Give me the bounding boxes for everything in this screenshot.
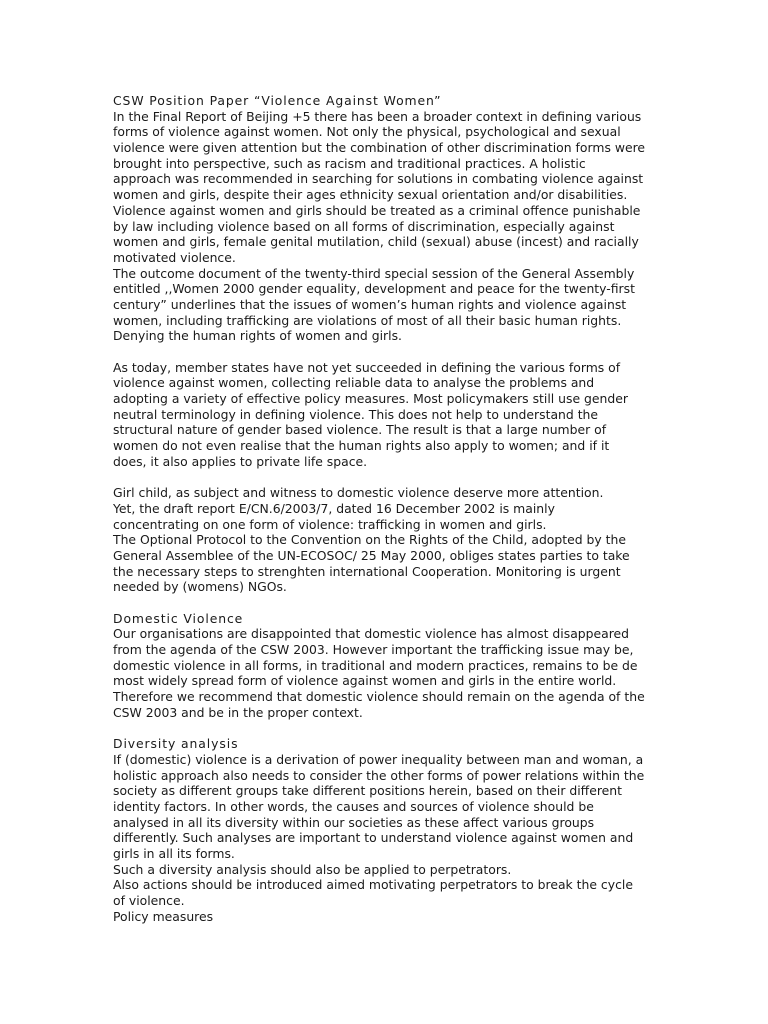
text-line: domestic violence in all forms, in traditional and modern practices, remains to be de xyxy=(113,657,638,673)
document-title: CSW Position Paper “Violence Against Women” xyxy=(113,93,442,108)
section-heading-domestic-violence: Domestic Violence xyxy=(113,610,244,626)
text-line: holistic approach also needs to consider the other forms of power relations within the xyxy=(113,767,645,783)
paragraph-spacer xyxy=(113,595,658,611)
text-line: Such a diversity analysis should also be applied to perpetrators. xyxy=(113,861,512,877)
paragraph-domestic-violence xyxy=(113,626,658,720)
paragraph-spacer xyxy=(113,470,658,486)
text-line: analysed in all its diversity within our societies as these affect various groups xyxy=(113,814,595,830)
text-line: of violence. xyxy=(113,893,185,909)
text-line: brought into perspective, such as racism and traditional practices. A holistic xyxy=(113,155,586,171)
text-line: Girl child, as subject and witness to domestic violence deserve more attention. xyxy=(113,485,604,501)
text-line: General Assemblee of the UN-ECOSOC/ 25 May 2000, obliges states parties to take xyxy=(113,547,630,563)
text-line: Denying the human rights of women and girls. xyxy=(113,328,402,344)
text-line: women do not even realise that the human rights also apply to women; and if it xyxy=(113,438,610,454)
text-line: The Optional Protocol to the Convention on the Rights of the Child, adopted by the xyxy=(113,532,627,548)
section-heading-diversity-analysis: Diversity analysis xyxy=(113,736,239,752)
text-line: motivated violence. xyxy=(113,249,236,265)
text-line: century” underlines that the issues of women’s human rights and violence against xyxy=(113,296,627,312)
text-line: differently. Such analyses are important to understand violence against women and xyxy=(113,830,634,846)
text-line: Also actions should be introduced aimed motivating perpetrators to break the cycle xyxy=(113,877,633,893)
text-line: needed by (womens) NGOs. xyxy=(113,579,287,595)
paragraph-spacer xyxy=(113,344,658,360)
text-line: As today, member states have not yet succeeded in defining the various forms of xyxy=(113,359,621,375)
text-line: the necessary steps to strenghten international Cooperation. Monitoring is urgent xyxy=(113,563,621,579)
text-line: by law including violence based on all forms of discrimination, especially against xyxy=(113,218,615,234)
text-line: concentrating on one form of violence: trafficking in women and girls. xyxy=(113,516,547,532)
text-line: structural nature of gender based violence. The result is that a large number of xyxy=(113,422,607,438)
paragraph-spacer xyxy=(113,721,658,737)
paragraph-beijing xyxy=(113,109,658,344)
text-line: from the agenda of the CSW 2003. However important the trafficking issue may be, xyxy=(113,642,634,658)
text-line: identity factors. In other words, the causes and sources of violence should be xyxy=(113,798,594,814)
text-line: most widely spread form of violence against women and girls in the entire world. xyxy=(113,673,617,689)
text-line: If (domestic) violence is a derivation of power inequality between man and woman, a xyxy=(113,751,644,767)
text-line: neutral terminology in defining violence. This does not help to understand the xyxy=(113,406,599,422)
text-line: Therefore we recommend that domestic violence should remain on the agenda of the xyxy=(113,689,645,705)
document-page xyxy=(113,93,658,924)
text-line: violence against women, collecting reliable data to analyse the problems and xyxy=(113,375,595,391)
text-line: adopting a variety of effective policy measures. Most policymakers still use gender xyxy=(113,391,628,407)
text-line: Policy measures xyxy=(113,908,214,924)
text-line: CSW 2003 and be in the proper context. xyxy=(113,704,363,720)
text-line: forms of violence against women. Not only the physical, psychological and sexual xyxy=(113,124,621,140)
text-line: approach was recommended in searching for solutions in combating violence against xyxy=(113,171,644,187)
text-line: women, including trafficking are violations of most of all their basic human rights. xyxy=(113,312,622,328)
text-line: Our organisations are disappointed that domestic violence has almost disappeared xyxy=(113,626,630,642)
paragraph-diversity-analysis xyxy=(113,752,658,925)
text-line: The outcome document of the twenty-third special session of the General Assembly xyxy=(113,265,635,281)
text-line: society as different groups take different positions herein, based on their different xyxy=(113,783,622,799)
paragraph-member-states xyxy=(113,360,658,470)
text-line: women and girls, female genital mutilation, child (sexual) abuse (incest) and racially xyxy=(113,234,639,250)
text-line: Yet, the draft report E/CN.6/2003/7, dated 16 December 2002 is mainly xyxy=(113,500,555,516)
text-line: entitled ,,Women 2000 gender equality, development and peace for the twenty-first xyxy=(113,281,635,297)
paragraph-girl-child xyxy=(113,485,658,595)
text-line: In the Final Report of Beijing +5 there has been a broader context in defining various xyxy=(113,108,642,124)
text-line: violence were given attention but the combination of other discrimination forms were xyxy=(113,140,646,156)
text-line: Violence against women and girls should be treated as a criminal offence punishable xyxy=(113,202,641,218)
text-line: does, it also applies to private life space. xyxy=(113,453,368,469)
text-line: girls in all its forms. xyxy=(113,846,235,861)
text-line: women and girls, despite their ages ethnicity sexual orientation and/or disabilities. xyxy=(113,187,628,203)
